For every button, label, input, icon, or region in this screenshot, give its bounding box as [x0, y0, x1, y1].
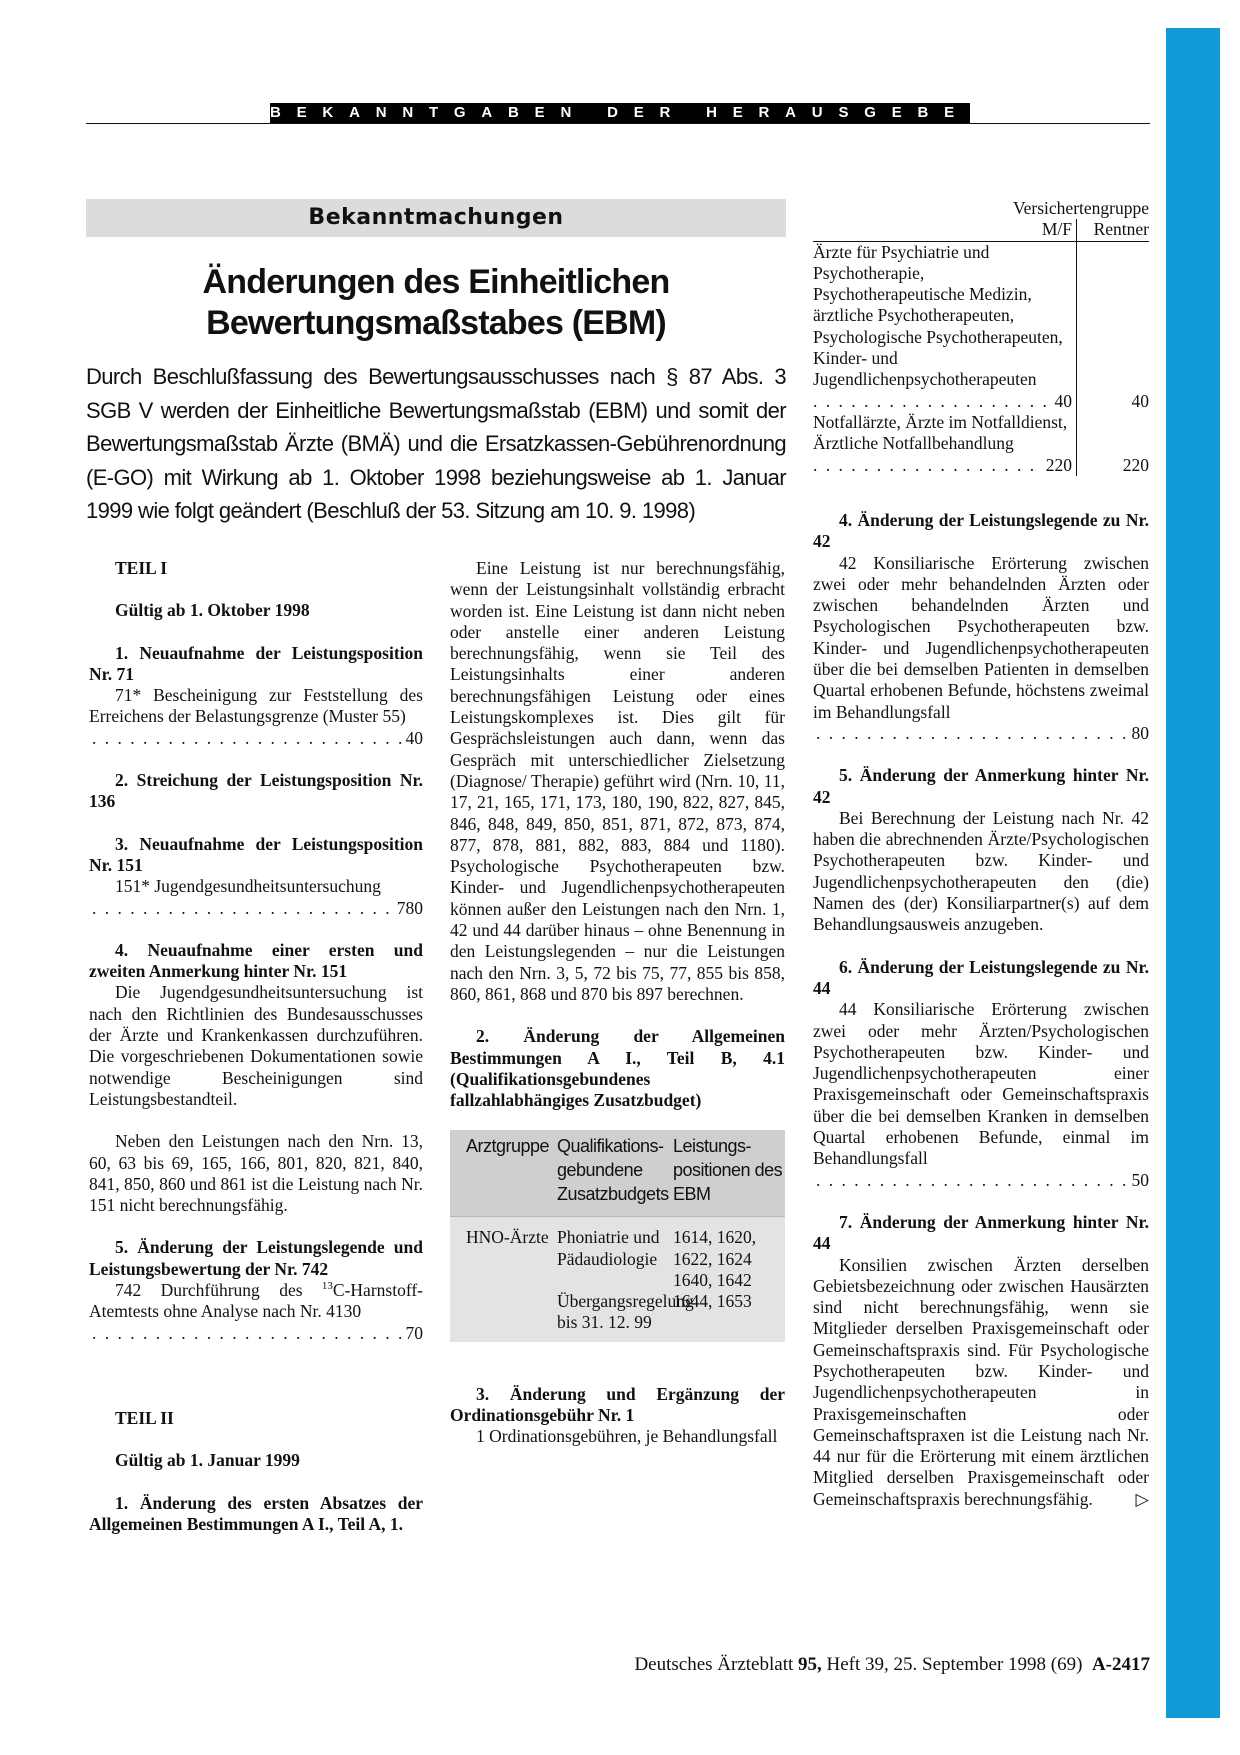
footer-journal: Deutsches Ärzteblatt	[634, 1654, 799, 1675]
section-heading: 4. Änderung der Leistungslegende zu Nr. 42	[813, 510, 1149, 552]
column-1	[89, 558, 423, 1535]
insurance-row-mf: 40	[1054, 390, 1072, 411]
body-paragraph: Die Jugendgesundheitsuntersuchung ist nach den Richtlinien des Bundesausschusses der Ärzte und Krankenkassen durchzuführen. Die vorgeschriebenen Dokumentationen sowie notwendige Bescheinigungen sind Leistungsbestandteil.	[89, 982, 423, 1109]
insurance-row-rentner: 40	[1131, 390, 1149, 411]
page-title	[86, 262, 786, 344]
footer-volume: 95,	[798, 1654, 822, 1675]
insurance-row-label	[813, 242, 1077, 412]
footer-page-number: A-2417	[1091, 1654, 1150, 1675]
section-heading: 3. Neuaufnahme der Leistungsposition Nr. 151	[89, 833, 423, 875]
entry-text: 151* Jugendgesundheitsuntersuchung	[115, 876, 381, 897]
insurance-row-label	[813, 412, 1077, 476]
header-band: BEKANNTGABEN DER HERAUSGEBER	[270, 104, 997, 121]
table-row	[450, 1216, 785, 1341]
teil-2-valid: Gültig ab 1. Januar 1999	[115, 1450, 300, 1471]
table-header-row	[450, 1130, 785, 1216]
teil-2-heading: TEIL II	[115, 1407, 174, 1428]
entry-text: 742 Durchführung des $^{13}$C-Harnstoff-Atemtests ohne Analyse nach Nr. 4130	[89, 1280, 423, 1322]
body-paragraph: Eine Leistung ist nur berechnungsfähig, wenn der Leistungsinhalt vollständig erbracht worden ist. Eine Leistung ist dann nicht neben oder anstelle einer anderen Leistung berechnungsfähig, wenn sie Teil des Leistungsinhalts einer anderen berechnungsfähigen Leistung oder eines Leistungskomplexes ist. Dies gilt für Gesprächsleistungen auch dann, wenn das Gespräch mit unterschiedlicher Zielsetzung (Diagnose/ Therapie) geführt wird (Nrn. 10, 11, 17, 21, 165, 171, 173, 180, 190, 822, 827, 845, 846, 848, 849, 850, 851, 871, 872, 873, 874, 877, 878, 881, 882, 883, 884 und 1180). Psychologische Psychotherapeuten bzw. Kinder- und Jugendlichenpsychotherapeuten können außer den Leistungen nach den Nrn. 1, 42 und 44 darüber hinaus – ohne Benennung in den Leistungslegenden – nur die Leistungen nach den Nrn. 3, 5, 72 bis 75, 77, 855 bis 858, 860, 861, 868 und 870 bis 897 berechnen.	[450, 558, 785, 1004]
section-heading: 6. Änderung der Leistungslegende zu Nr. 44	[813, 956, 1149, 998]
col-mf-header: M/F	[1016, 219, 1077, 240]
insurance-row-rentner: 220	[1122, 454, 1149, 475]
insurance-row	[813, 242, 1149, 412]
entry-value: 780	[396, 897, 423, 918]
section-heading: 2. Änderung der Allgemeinen Bestimmungen A I., Teil B, 4.1 (Qualifikationsgebundenes fallzahlabhängiges Zusatzbudget)	[450, 1026, 785, 1111]
entry-value-row	[813, 723, 1149, 744]
col-rentner-header: Rentner	[1093, 219, 1149, 240]
table-header-cell: Leistungs-positionen des EBM	[673, 1136, 783, 1205]
section-heading: 4. Neuaufnahme einer ersten und zweiten Anmerkung hinter Nr. 151	[89, 939, 423, 982]
table-cell: Phoniatrie und Pädaudiologie Übergangsregelung bis 31. 12. 99	[557, 1227, 694, 1333]
insurance-row-text: Ärzte für Psychiatrie und Psychotherapie, Psychotherapeutische Medizin, ärztliche Psychotherapeuten, Psychologische Psychotherapeuten, Kinder- und Jugendlichenpsychotherapeuten	[813, 241, 1063, 390]
body-paragraph: Konsilien zwischen Ärzten derselben Gebietsbezeichnung oder zwischen Hausärzten sind nicht berechnungsfähig, wenn sie Mitglieder derselben Praxisgemeinschaft oder Gemeinschaftspraxis sind. Für Psychologische Psychotherapeuten bzw. Kinder- und Jugendlichenpsychotherapeuten in Praxisgemeinschaften oder Gemeinschaftspraxen ist die Leistung nach Nr. 44 nur für die Erörterung mit einem ärztlichen Mitglied derselben Praxisgemeinschaft oder Gemeinschaftspraxis berechnungsfähig. ▷	[813, 1254, 1149, 1509]
teil-1-heading: TEIL I	[115, 558, 168, 578]
section-heading: 1. Änderung des ersten Absatzes der Allgemeinen Bestimmungen A I., Teil A, 1.	[89, 1492, 423, 1534]
column-2	[450, 558, 785, 1448]
entry-value: 40	[405, 727, 423, 748]
sidebar-color-bar	[1166, 28, 1220, 1718]
insurance-table-header: Versichertengruppe	[1012, 198, 1149, 218]
insurance-table	[813, 198, 1149, 476]
table-header-cell: Arztgruppe	[466, 1136, 550, 1157]
zusatzbudget-table	[450, 1130, 785, 1341]
table-cell: 1614, 1620, 1622, 1624 1640, 1642 1644, 1653	[673, 1227, 757, 1312]
body-paragraph: Bei Berechnung der Leistung nach Nr. 42 haben die abrechnenden Ärzte/Psychologischen Psychotherapeuten bzw. Kinder- und Jugendlichenpsychotherapeuten den (die) Namen des (der) Konsiliarpartner(s) auf dem Behandlungsausweis anzugeben.	[813, 807, 1149, 935]
header-rule	[86, 123, 1150, 124]
section-heading: 5. Änderung der Leistungslegende und Leistungsbewertung der Nr. 742	[89, 1237, 423, 1279]
entry-value: 80	[1131, 722, 1149, 743]
section-heading: 3. Änderung und Ergänzung der Ordinationsgebühr Nr. 1	[450, 1383, 785, 1425]
section-heading: 2. Streichung der Leistungsposition Nr. 136	[89, 770, 423, 812]
column-3	[813, 510, 1149, 1510]
section-heading: 7. Änderung der Anmerkung hinter Nr. 44	[813, 1211, 1149, 1254]
section-heading: 1. Neuaufnahme der Leistungsposition Nr. 71	[89, 642, 423, 684]
table-cell: HNO-Ärzte	[466, 1227, 549, 1248]
section-label: Bekanntmachungen	[86, 199, 786, 237]
insurance-row	[813, 412, 1149, 476]
entry-value-row	[89, 728, 423, 749]
body-paragraph: 1 Ordinationsgebühren, je Behandlungsfall	[476, 1426, 778, 1447]
entry-text: 42 Konsiliarische Erörterung zwischen zwei oder mehr behandelnden Ärzten oder zwischen behandelnden Ärzten und Psychologischen Psychotherapeuten bzw. Kinder- und Jugendlichenpsychotherapeuten über die bei demselben Patienten in demselben Quartal erhobenen Befunde, höchstens zweimal im Behandlungsfall	[813, 552, 1149, 722]
table-header-cell: Qualifikations-gebundene Zusatzbudgets	[557, 1136, 669, 1205]
insurance-row-mf: 220	[1045, 454, 1072, 475]
body-paragraph: Neben den Leistungen nach den Nrn. 13, 60, 63 bis 69, 165, 166, 801, 820, 821, 840, 841, 850, 860 und 861 ist die Leistung nach Nr. 151 nicht berechnungsfähig.	[89, 1131, 423, 1216]
teil-1-valid: Gültig ab 1. Oktober 1998	[115, 600, 310, 621]
insurance-row-text: Notfallärzte, Ärzte im Notfalldienst, Ärztliche Notfallbehandlung	[813, 411, 1068, 454]
entry-text: 44 Konsiliarische Erörterung zwischen zwei oder mehr Ärzten/Psychologischen Psychotherapeuten bzw. Kinder- und Jugendlichenpsychotherapeuten einer Praxisgemeinschaft oder Gemeinschaftspraxis über die bei demselben Kranken in demselben Quartal erhobenen Befunde, einmal im Behandlungsfall	[813, 999, 1149, 1169]
continue-arrow-icon: ▷	[1135, 1488, 1149, 1509]
section-heading: 5. Änderung der Anmerkung hinter Nr. 42	[813, 765, 1149, 807]
title-line-2: Bewertungsmaßstabes (EBM)	[206, 304, 666, 342]
entry-value-row	[89, 898, 423, 919]
entry-text: 71* Bescheinigung zur Feststellung des Erreichens der Belastungsgrenze (Muster 55)	[89, 685, 423, 727]
insurance-table-subheader	[813, 219, 1149, 241]
footer-issue: Heft 39, 25. September 1998 (69)	[821, 1654, 1083, 1675]
page-footer	[86, 1653, 1150, 1677]
entry-value-row	[89, 1323, 423, 1344]
entry-value: 50	[1131, 1169, 1149, 1190]
entry-value-row	[813, 1170, 1149, 1191]
intro-paragraph: Durch Beschlußfassung des Bewertungsausschusses nach § 87 Abs. 3 SGB V werden der Einheitliche Bewertungsmaßstab (EBM) und somit der Bewertungsmaßstab Ärzte (BMÄ) und die Ersatzkassen-Gebührenordnung (E-GO) mit Wirkung ab 1. Oktober 1998 beziehungsweise ab 1. Januar 1999 wie folgt geändert (Beschluß der 53. Sitzung am 10. 9. 1998)	[86, 364, 786, 523]
entry-value: 70	[405, 1322, 423, 1343]
title-line-1: Änderungen des Einheitlichen	[202, 263, 670, 301]
